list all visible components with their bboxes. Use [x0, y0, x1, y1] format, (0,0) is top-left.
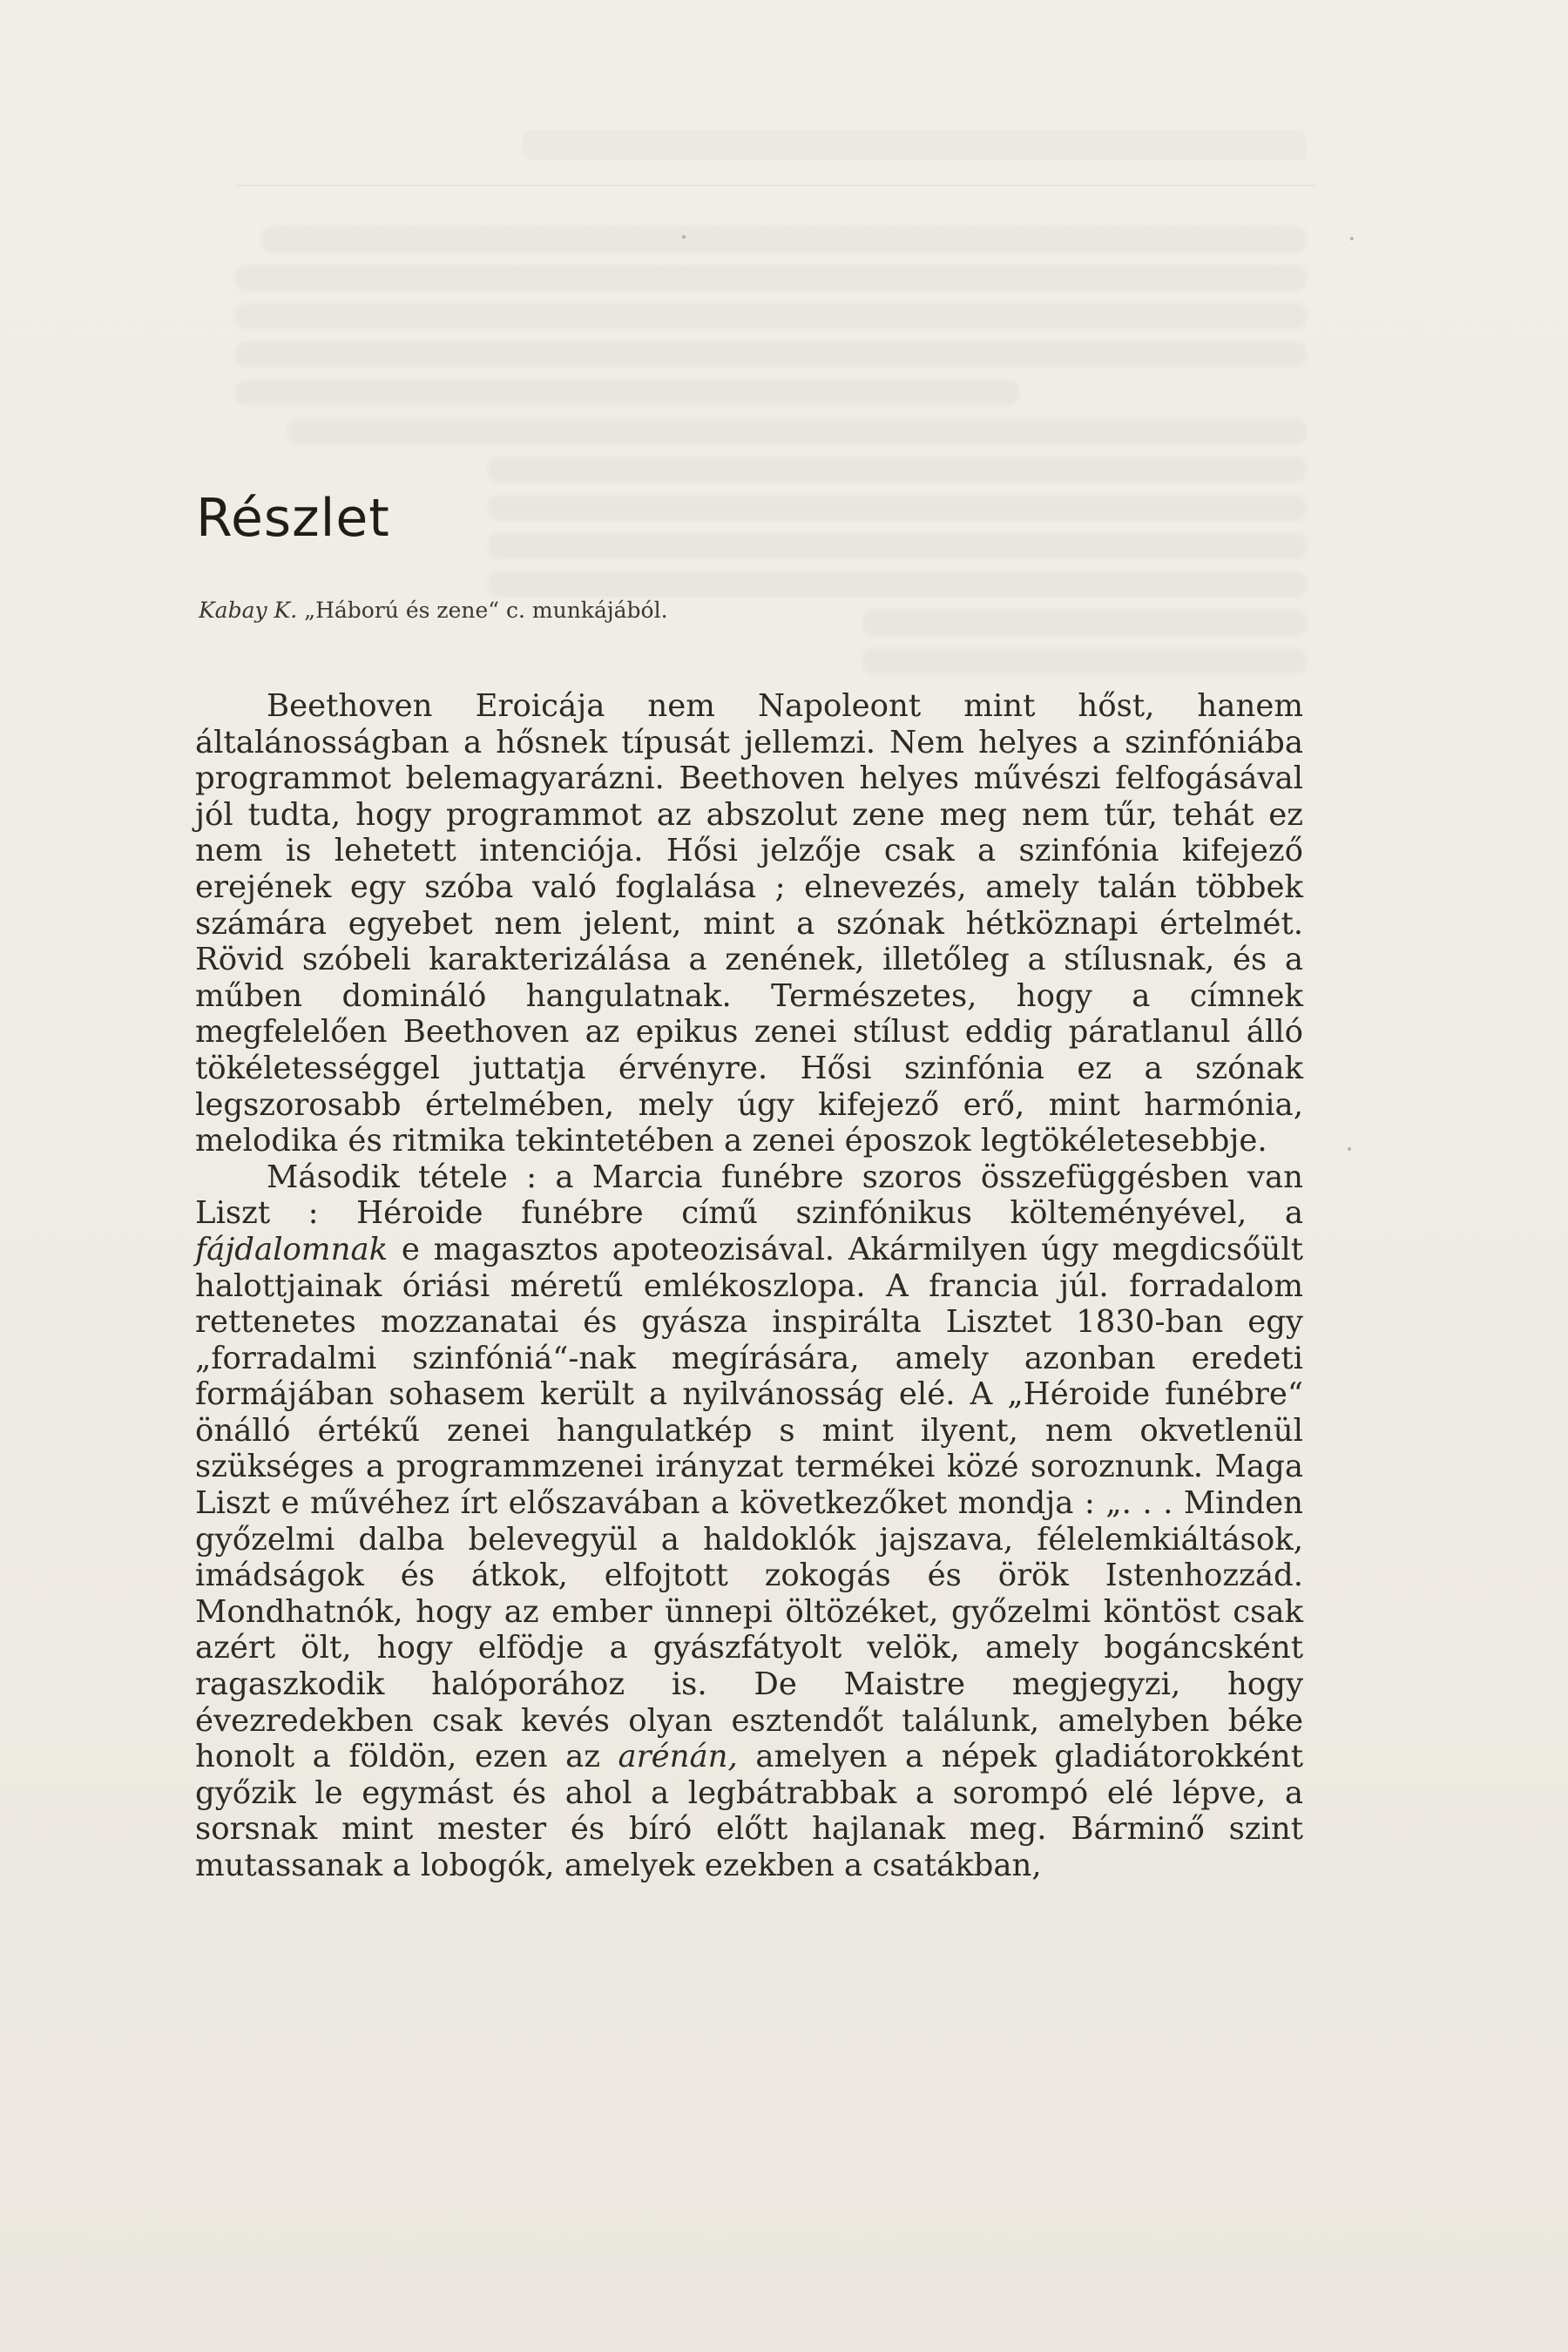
page-title: Részlet: [196, 488, 390, 549]
paragraph-1: Beethoven Eroicája nem Napoleont mint hőst, hanem általánosságban a hősnek típusát jellemzi. Nem helyes a szinfóniába programmot belemagyarázni. Beethoven helyes művészi felfogásával jól tudta, hogy programmot az abszolut zene meg nem tűr, tehát ez nem is lehetett intenciója. Hősi jelzője csak a szinfónia kifejező erejének egy szóba való foglalása ; elnevezés, amely talán többek számára egyebet nem jelent, mint a szónak hétköznapi értelmét. Rövid szóbeli karakterizálása a zenének, illetőleg a stílusnak, és a műben domináló hangulatnak. Természetes, hogy a címnek megfelelően Beethoven az epikus zenei stílust eddig páratlanul álló tökéletességgel juttatja érvényre. Hősi szinfónia ez a szónak legszorosabb értelmében, mely úgy kifejező erő, mint harmónia, melodika és ritmika tekintetében a zenei époszok legtökéletesebbje.: [195, 688, 1303, 1159]
paper-speck: [1350, 237, 1354, 240]
show-through-header: [523, 131, 1307, 160]
paragraph-2: Második tétele : a Marcia funébre szoros összefüggésben van Liszt : Héroide funébre című szinfónikus költeményével, a fájdalomnak e magasztos apoteozisával. Akármilyen úgy megdicsőült halottjainak óriási méretű emlékoszlopa. A francia júl. forradalom rettenetes mozzanatai és gyásza inspirálta Lisztet 1830-ban egy „forradalmi szinfóniá“-nak megírására, amely azonban eredeti formájában sohasem került a nyilvánosság elé. A „Héroide funébre“ önálló értékű zenei hangulatkép s mint ilyent, nem okvetlenül szükséges a programmzenei irányzat termékei közé soroznunk. Maga Liszt e művéhez írt előszavában a következőket mondja : „. . . Minden győzelmi dalba belevegyül a haldoklók jajszava, félelemkiáltások, imádságok és átkok, elfojtott zokogás és örök Istenhozzád. Mondhatnók, hogy az ember ünnepi öltözéket, győzelmi köntöst csak azért ölt, hogy elfödje a gyászfátyolt velök, amely bogáncsként ragaszkodik halóporához is. De Maistre megjegyzi, hogy évezredekben csak kevés olyan esztendőt találunk, amelyben béke honolt a földön, ezen az arénán, amelyen a népek gladiátorokként győzik le egymást és ahol a legbátrabbak a sorompó elé lépve, a sorsnak mint mester és bíró előtt hajlanak meg. Bárminő szint mutassanak a lobogók, amelyek ezekben a csatákban,: [195, 1159, 1303, 1883]
paper-speck: [1348, 1147, 1351, 1151]
source-author: Kabay K.: [199, 598, 298, 623]
paper-speck: [682, 235, 686, 239]
show-through-rule: [235, 185, 1315, 186]
emphasis-fajdalomnak: fájdalomnak: [195, 1231, 389, 1267]
body-text: [195, 688, 1303, 1884]
source-citation: [199, 598, 668, 623]
source-work: „Háború és zene“ c. munkájából.: [297, 598, 668, 623]
emphasis-arenan: arénán,: [618, 1739, 738, 1775]
